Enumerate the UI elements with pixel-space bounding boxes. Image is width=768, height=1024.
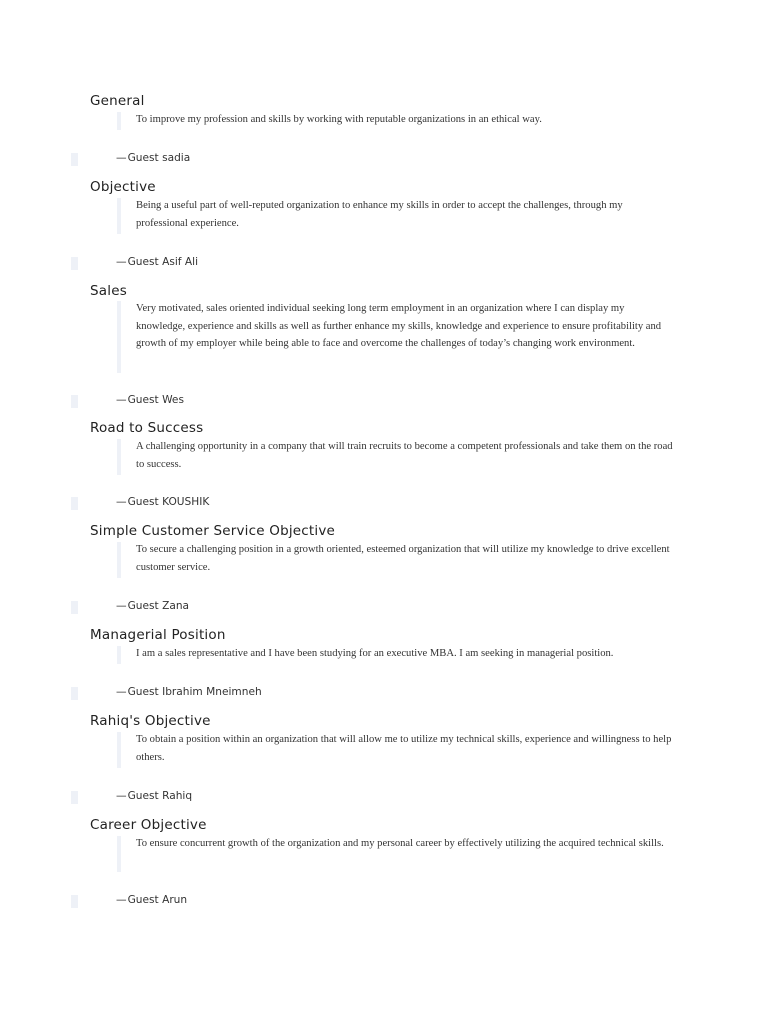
author-name: Guest Rahiq xyxy=(127,790,193,802)
entry-title: Sales xyxy=(90,283,127,299)
entry-title: Rahiq's Objective xyxy=(90,713,211,729)
author-name: Guest Zana xyxy=(127,600,190,612)
side-marker xyxy=(71,791,78,804)
side-marker xyxy=(71,895,78,908)
quote-text: To improve my profession and skills by working with reputable organizations in an ethical way. xyxy=(136,114,542,125)
author-line xyxy=(116,894,187,906)
em-dash: — xyxy=(116,256,127,268)
quote-bar xyxy=(117,439,121,475)
side-marker xyxy=(71,257,78,270)
entry-title: Simple Customer Service Objective xyxy=(90,523,336,539)
author-line xyxy=(116,394,184,406)
em-dash: — xyxy=(116,790,127,802)
quote-text: Very motivated, sales oriented individual seeking long term employment in an organization where I can display my knowledge, experience and skills as well as further enhance my skills, knowledge and experience to ensure profitability and growth of my employer while being able to face and overcome the challenges of today’s changing work environment. xyxy=(136,303,662,349)
side-marker xyxy=(71,497,78,510)
quote-text: To ensure concurrent growth of the organization and my personal career by effectively utilizing the acquired technical skills. xyxy=(136,838,664,849)
author-line xyxy=(116,600,189,612)
author-name: Guest KOUSHIK xyxy=(127,496,210,508)
entry-title: General xyxy=(90,93,145,109)
quote-bar xyxy=(117,732,121,768)
entry-title: Managerial Position xyxy=(90,627,226,643)
quote-text: I am a sales representative and I have been studying for an executive MBA. I am seeking in managerial position. xyxy=(136,648,614,659)
quote-bar xyxy=(117,646,121,664)
side-marker xyxy=(71,601,78,614)
author-name: Guest Arun xyxy=(127,894,188,906)
quote-bar xyxy=(117,301,121,373)
side-marker xyxy=(71,153,78,166)
author-name: Guest Ibrahim Mneimneh xyxy=(127,686,262,698)
em-dash: — xyxy=(116,686,127,698)
quote-text: To secure a challenging position in a growth oriented, esteemed organization that will utilize my knowledge to drive excellent customer service. xyxy=(136,544,670,573)
entry-title: Objective xyxy=(90,179,156,195)
entry-title: Career Objective xyxy=(90,817,207,833)
author-name: Guest sadia xyxy=(127,152,191,164)
quote-text: To obtain a position within an organization that will allow me to utilize my technical skills, experience and willingness to help others. xyxy=(136,734,672,763)
em-dash: — xyxy=(116,496,127,508)
author-line xyxy=(116,790,192,802)
side-marker xyxy=(71,395,78,408)
quote-bar xyxy=(117,542,121,578)
author-line xyxy=(116,496,209,508)
em-dash: — xyxy=(116,394,127,406)
quote-bar xyxy=(117,112,121,130)
quote-bar xyxy=(117,836,121,872)
author-line xyxy=(116,686,262,698)
author-name: Guest Wes xyxy=(127,394,184,406)
quote-bar xyxy=(117,198,121,234)
entry-title: Road to Success xyxy=(90,420,204,436)
em-dash: — xyxy=(116,600,127,612)
quote-text: A challenging opportunity in a company that will train recruits to become a competent professionals and take them on the road to success. xyxy=(136,441,673,470)
author-name: Guest Asif Ali xyxy=(127,256,199,268)
side-marker xyxy=(71,687,78,700)
quote-text: Being a useful part of well-reputed organization to enhance my skills in order to accept the challenges, through my professional experience. xyxy=(136,200,623,229)
em-dash: — xyxy=(116,894,127,906)
author-line xyxy=(116,152,190,164)
em-dash: — xyxy=(116,152,127,164)
author-line xyxy=(116,256,198,268)
